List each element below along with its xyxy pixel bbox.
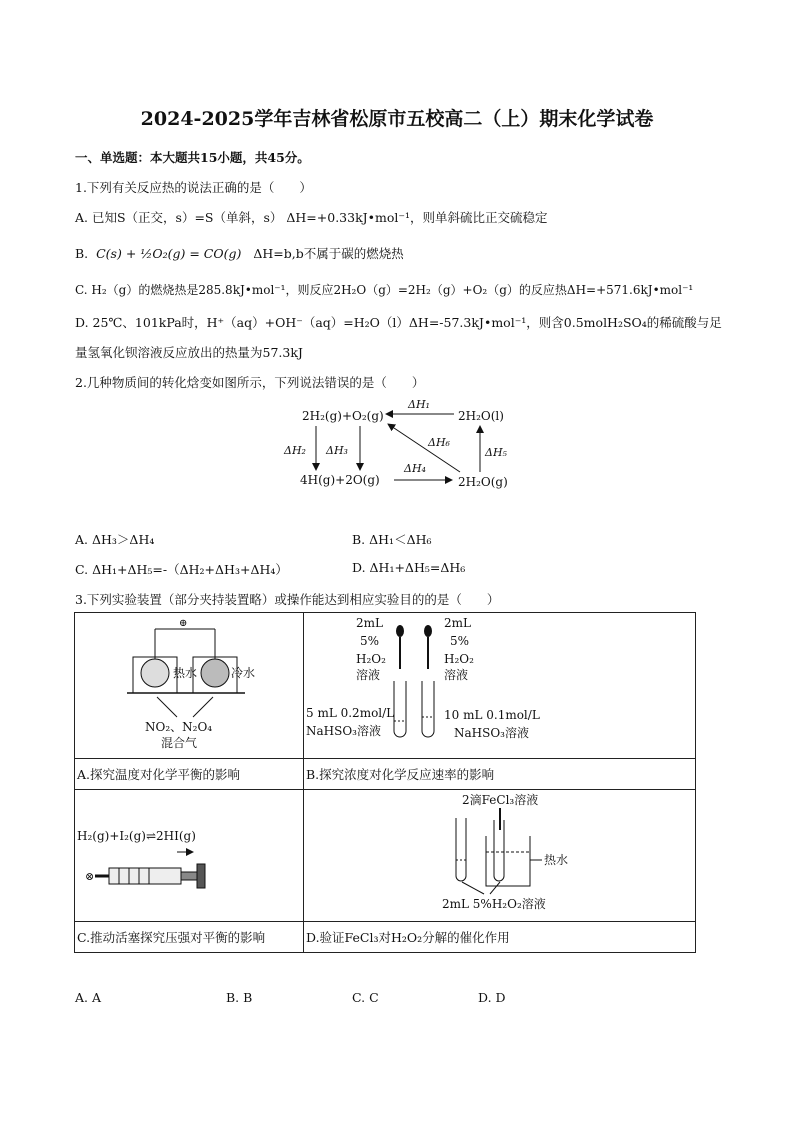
b-left-volume: 2mL [356,616,383,630]
q1-option-c: C. H₂（g）的燃烧热是285.8kJ•mol⁻¹，则反应2H₂O（g）=2H₂（g）+O₂（g）的反应热ΔH=+571.6kJ•mol⁻¹ [75,283,694,297]
node-2h2o-gas: 2H₂O(g) [458,475,508,489]
b-right-volume: 2mL [444,616,471,630]
q1-option-b: B. C(s) + ½O₂(g) = CO(g) ΔH=b,b不属于碳的燃烧热 [75,246,404,261]
q2-option-d: D. ΔH₁+ΔH₅=ΔH₆ [352,560,466,575]
node-2h2-o2: 2H₂(g)+O₂(g) [302,409,384,423]
b-right-h2o2: H₂O₂ [444,652,474,666]
flask-left [141,659,169,687]
node-4h-2o: 4H(g)+2O(g) [300,473,380,487]
q1-option-d-line2: 量氢氧化钡溶液反应放出的热量为57.3kJ [75,345,303,360]
q1-option-b-equation: C(s) + ½O₂(g) = CO(g) [96,246,242,261]
q2-option-b: B. ΔH₁＜ΔH₆ [352,532,432,547]
d-test-tube-left [456,818,466,881]
syringe-plunger-rod [181,872,197,880]
syringe-plunger-head [197,864,205,888]
cell-figure-a [75,613,304,759]
q1-option-a: A. 已知S（正交，s）=S（单斜，s） ΔH=+0.33kJ•mol⁻¹，则单斜硫比正交硫稳定 [75,210,548,225]
figure-b-concentration-tubes [304,613,695,755]
b-left-nahso3: NaHSO₃溶液 [306,724,381,738]
label-hot-water: 热水 [173,666,198,680]
b-right-nahso3: NaHSO₃溶液 [454,726,529,740]
q3-option-b: B. B [226,990,253,1005]
b-right-percent: 5% [450,634,470,648]
test-tube-right [422,681,434,737]
label-dh1: ΔH₁ [408,398,430,411]
b-left-h2o2: H₂O₂ [356,652,386,666]
label-dh3: ΔH₃ [326,444,348,457]
node-2h2o-liquid: 2H₂O(l) [458,409,504,423]
d-beaker [486,836,530,886]
label-dh2: ΔH₂ [284,444,306,457]
figure-a-temperature-flasks [75,613,303,755]
page-title: 2024-2025学年吉林省松原市五校高二（上）期末化学试卷 [140,108,654,130]
caption-a: A.探究温度对化学平衡的影响 [75,759,304,790]
q3-option-d: D. D [478,990,506,1005]
q3-option-c: C. C [352,990,379,1005]
label-dh6: ΔH₆ [428,436,450,449]
section-heading: 一、单选题：本大题共15小题，共45分。 [75,150,310,165]
dropper-left-bulb [396,625,404,637]
d-h2o2-label: 2mL 5%H₂O₂溶液 [442,897,546,911]
q1-option-b-text: ΔH=b,b不属于碳的燃烧热 [253,246,404,261]
cell-figure-c [75,790,304,922]
label-gas-mixture-1: NO₂、N₂O₄ [145,720,213,734]
b-left-nahso3-conc: 5 mL 0.2mol/L [306,706,395,720]
enthalpy-cycle-diagram [280,392,520,500]
q1-stem: 1.下列有关反应热的说法正确的是（ ） [75,180,312,195]
q2-stem: 2.几种物质间的转化焓变如图所示，下列说法错误的是（ ） [75,375,425,390]
c-equation: H₂(g)+I₂(g)⇌2HI(g) [77,829,196,843]
cell-figure-d [304,790,696,922]
syringe-barrel [109,868,181,884]
q3-experiment-table [74,612,696,953]
flask-right [201,659,229,687]
q1-option-d-line1: D. 25℃、101kPa时，H⁺（aq）+OH⁻（aq）=H₂O（l）ΔH=-57.3kJ•mol⁻¹，则含0.5molH₂SO₄的稀硫酸与足 [75,315,722,330]
caption-c: C.推动活塞探究压强对平衡的影响 [75,922,304,953]
figure-c-syringe [75,790,303,918]
label-cold-water: 冷水 [231,666,256,680]
label-dh4: ΔH₄ [404,462,426,475]
q2-option-c: C. ΔH₁+ΔH₅=-（ΔH₂+ΔH₃+ΔH₄） [75,562,288,577]
dropper-right-bulb [424,625,432,637]
label-dh5: ΔH₅ [485,446,507,459]
q3-stem: 3.下列实验装置（部分夹持装置略）或操作能达到相应实验目的的是（ ） [75,592,500,607]
caption-d: D.验证FeCl₃对H₂O₂分解的催化作用 [304,922,696,953]
q3-option-a: A. A [75,990,102,1005]
b-right-solution: 溶液 [444,668,469,682]
valve-icon: ⊗ [85,870,95,883]
clamp-icon: ⊕ [179,618,188,629]
test-tube-left [394,681,406,737]
figure-d-catalysis [304,790,695,918]
b-left-solution: 溶液 [356,668,381,682]
b-right-nahso3-conc: 10 mL 0.1mol/L [444,708,540,722]
b-left-percent: 5% [360,634,380,648]
label-gas-mixture-2: 混合气 [161,736,198,750]
d-fecl3-label: 2滴FeCl₃溶液 [462,793,539,807]
caption-b: B.探究浓度对化学反应速率的影响 [304,759,696,790]
d-hot-water-label: 热水 [544,853,569,867]
cell-figure-b [304,613,696,759]
q2-option-a: A. ΔH₃＞ΔH₄ [75,532,155,547]
